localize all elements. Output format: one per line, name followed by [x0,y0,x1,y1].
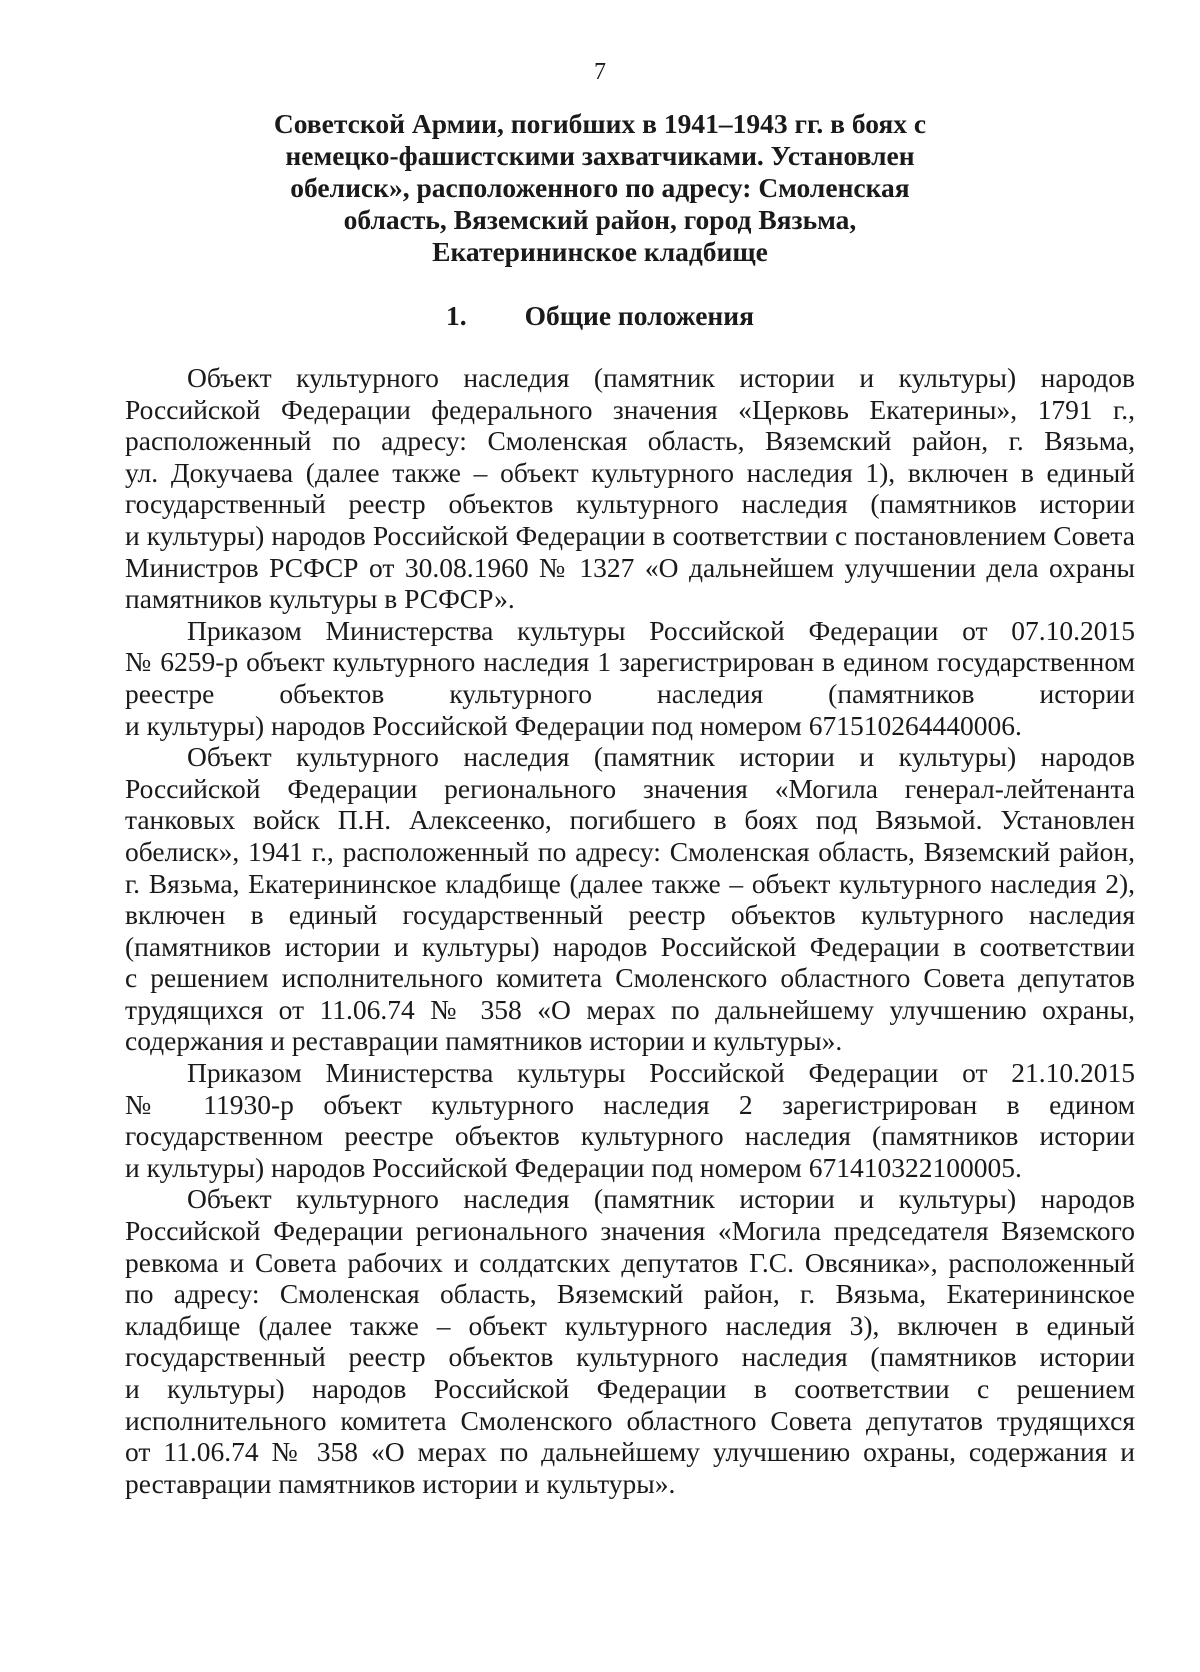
paragraph-line: реестре объектов культурного наследия (памятников истории [125,677,1135,709]
paragraph-line: г. Вязьма, Екатерининское кладбище (далее также – объект культурного наследия 2), [125,867,1135,899]
paragraph [125,615,1135,741]
paragraph-line: Российской Федерации федерального значения «Церковь Екатерины», 1791 г., [125,393,1135,425]
paragraph-line: от 11.06.74 № 358 «О мерах по дальнейшему улучшению охраны, содержания и [125,1436,1135,1468]
paragraph-line: включен в единый государственный реестр объектов культурного наследия [125,899,1135,931]
paragraph-line: и культуры) народов Российской Федерации под номером 671510264440006. [125,709,1022,741]
paragraph-line: Объект культурного наследия (памятник истории и культуры) народов [187,362,1135,393]
title-line: Екатерининское кладбище [432,236,768,267]
paragraph-line: реставрации памятников истории и культуры». [125,1467,676,1499]
body-text [125,362,1135,1499]
section-title: Общие положения [524,300,754,331]
section-number: 1. [446,300,467,331]
paragraph [125,741,1135,1057]
paragraph-line: государственном реестре объектов культурного наследия (памятников истории [125,1120,1135,1152]
paragraph-line: и культуры) народов Российской Федерации в соответствии с постановлением Совета [125,519,1135,551]
paragraph-line: содержания и реставрации памятников истории и культуры». [125,1025,843,1057]
paragraph [125,1183,1135,1499]
paragraph-line: № 6259-р объект культурного наследия 1 зарегистрирован в едином государственном [125,646,1135,678]
paragraph-line: ул. Докучаева (далее также – объект культурного наследия 1), включен в единый [125,456,1135,488]
paragraph-line: № 11930-р объект культурного наследия 2 зарегистрирован в едином [125,1088,1135,1120]
paragraph-line: исполнительного комитета Смоленского областного Совета депутатов трудящихся [125,1404,1135,1436]
document-title [180,108,1020,268]
paragraph-line: Объект культурного наследия (памятник истории и культуры) народов [187,741,1135,773]
paragraph-line: танковых войск П.Н. Алексеенко, погибшего в боях под Вязьмой. Установлен [125,804,1135,836]
title-line: немецко-фашистскими захватчиками. Установлен [285,140,915,171]
paragraph-line: ревкома и Совета рабочих и солдатских депутатов Г.С. Овсяника», расположенный [125,1246,1135,1278]
page-number: 7 [594,59,606,85]
paragraph-line: Приказом Министерства культуры Российской Федерации от 07.10.2015 [187,614,1135,646]
title-line: обелиск», расположенного по адресу: Смоленская [290,172,910,203]
paragraph-line: государственный реестр объектов культурного наследия (памятников истории [125,488,1135,520]
paragraph-line: расположенный по адресу: Смоленская область, Вяземский район, г. Вязьма, [125,425,1135,457]
paragraph-line: кладбище (далее также – объект культурного наследия 3), включен в единый [125,1309,1135,1341]
paragraph-line: Российской Федерации регионального значения «Могила председателя Вяземского [125,1215,1135,1247]
paragraph-line: обелиск», 1941 г., расположенный по адресу: Смоленская область, Вяземский район, [125,835,1135,867]
paragraph [125,362,1135,615]
paragraph-line: и культуры) народов Российской Федерации под номером 671410322100005. [125,1151,1022,1183]
title-line: область, Вяземский район, город Вязьма, [343,204,857,235]
paragraph-line: по адресу: Смоленская область, Вяземский район, г. Вязьма, Екатерининское [125,1278,1135,1310]
paragraph-line: трудящихся от 11.06.74 № 358 «О мерах по дальнейшему улучшению охраны, [125,993,1135,1025]
paragraph-line: Министров РСФСР от 30.08.1960 № 1327 «О дальнейшем улучшении дела охраны [125,551,1135,583]
title-line: Советской Армии, погибших в 1941–1943 гг. в боях с [273,108,927,139]
paragraph-line: с решением исполнительного комитета Смоленского областного Совета депутатов [125,962,1135,994]
paragraph [125,1057,1135,1183]
paragraph-line: Объект культурного наследия (памятник истории и культуры) народов [187,1183,1135,1215]
paragraph-line: и культуры) народов Российской Федерации в соответствии с решением [125,1373,1135,1404]
paragraph-line: Российской Федерации регионального значения «Могила генерал-лейтенанта [125,772,1135,804]
paragraph-line: Приказом Министерства культуры Российской Федерации от 21.10.2015 [187,1057,1135,1089]
paragraph-line: памятников культуры в РСФСР». [125,583,515,615]
paragraph-line: (памятников истории и культуры) народов Российской Федерации в соответствии [125,930,1135,962]
paragraph-line: государственный реестр объектов культурного наследия (памятников истории [125,1341,1135,1373]
section-heading [0,300,1200,332]
